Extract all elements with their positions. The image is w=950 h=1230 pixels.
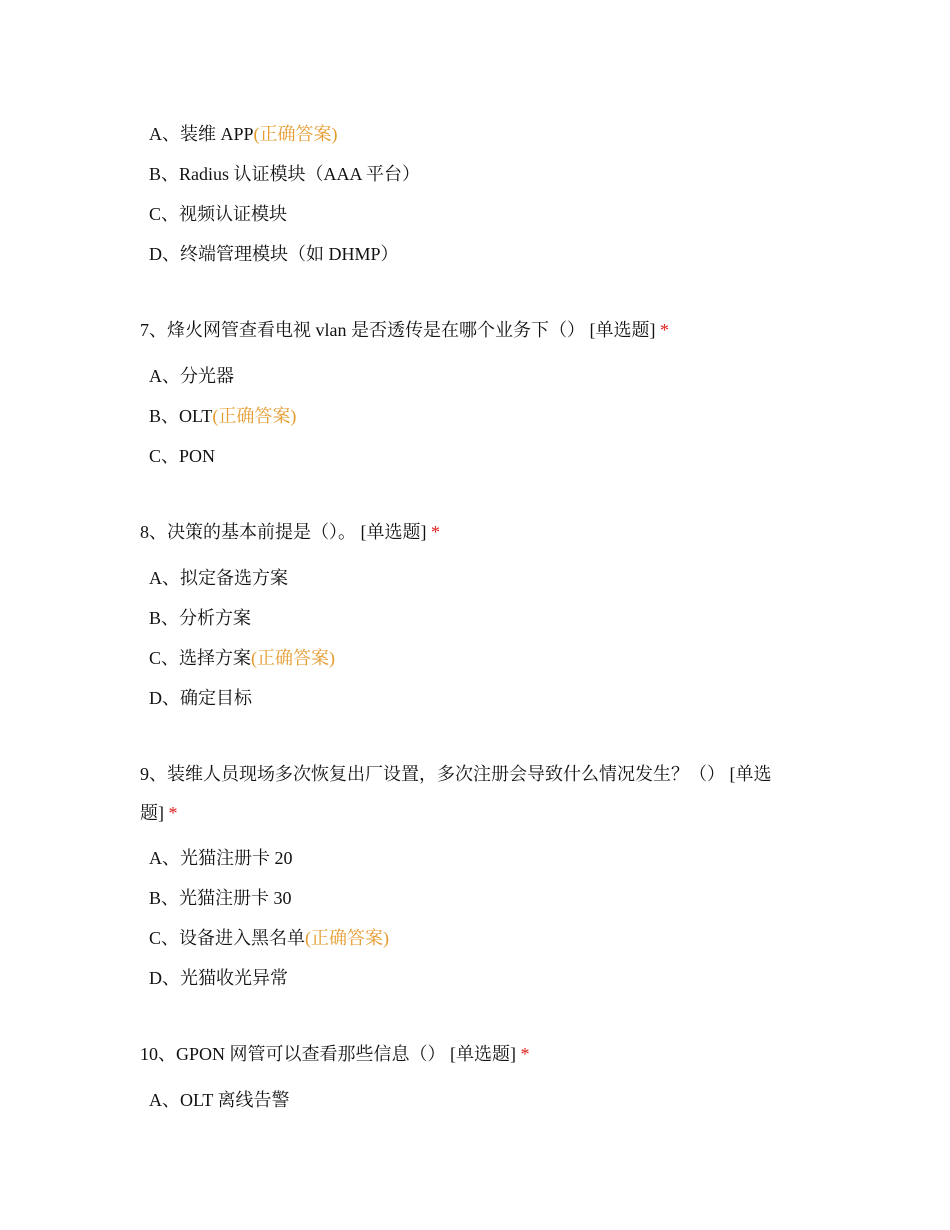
required-marker: * (431, 522, 440, 542)
option-text: B、光猫注册卡 30 (149, 888, 292, 908)
question-8-stem (140, 520, 440, 544)
q9-option-c[interactable] (149, 926, 389, 950)
question-text: 7、烽火网管查看电视 vlan 是否透传是在哪个业务下（） [单选题] (140, 320, 656, 340)
correct-answer-tag: (正确答案) (253, 124, 338, 144)
question-text: 10、GPON 网管可以查看那些信息（） [单选题] (140, 1044, 516, 1064)
option-text: C、选择方案 (149, 648, 252, 668)
q10-option-a[interactable] (149, 1088, 290, 1112)
option-c[interactable] (149, 202, 287, 226)
q8-option-b[interactable] (149, 606, 251, 630)
q7-option-b[interactable] (149, 404, 296, 428)
option-text: B、Radius 认证模块（AAA 平台） (149, 164, 421, 184)
option-text: A、拟定备选方案 (149, 568, 288, 588)
correct-answer-tag: (正确答案) (251, 648, 336, 668)
question-9-stem-line-1 (140, 762, 772, 786)
option-text: B、分析方案 (149, 608, 252, 628)
option-text: D、终端管理模块（如 DHMP） (149, 244, 399, 264)
correct-answer-tag: (正确答案) (212, 406, 297, 426)
option-d[interactable] (149, 242, 399, 266)
question-text: 题] (140, 803, 164, 823)
option-text: C、设备进入黑名单 (149, 928, 306, 948)
option-text: C、PON (149, 446, 216, 466)
question-7-stem (140, 318, 669, 342)
option-text: A、光猫注册卡 20 (149, 848, 293, 868)
option-a[interactable] (149, 122, 338, 146)
q8-option-d[interactable] (149, 686, 252, 710)
question-10-stem (140, 1042, 530, 1066)
option-text: C、视频认证模块 (149, 204, 288, 224)
q9-option-d[interactable] (149, 966, 288, 990)
option-text: A、OLT 离线告警 (149, 1090, 290, 1110)
option-text: D、光猫收光异常 (149, 968, 288, 988)
option-text: D、确定目标 (149, 688, 252, 708)
question-9-stem-line-2 (140, 801, 178, 825)
option-text: A、装维 APP (149, 124, 254, 144)
required-marker: * (520, 1044, 530, 1064)
question-text: 8、决策的基本前提是（）。 [单选题] (140, 522, 427, 542)
q8-option-c[interactable] (149, 646, 335, 670)
required-marker: * (659, 320, 669, 340)
option-text: A、分光器 (149, 366, 234, 386)
q9-option-b[interactable] (149, 886, 292, 910)
question-text: 9、装维人员现场多次恢复出厂设置，多次注册会导致什么情况发生？（） [单选 (140, 764, 772, 784)
q7-option-c[interactable] (149, 444, 215, 468)
correct-answer-tag: (正确答案) (305, 928, 390, 948)
q9-option-a[interactable] (149, 846, 293, 870)
q7-option-a[interactable] (149, 364, 234, 388)
option-text: B、OLT (149, 406, 213, 426)
option-b[interactable] (149, 162, 420, 186)
q8-option-a[interactable] (149, 566, 288, 590)
required-marker: * (168, 803, 178, 823)
